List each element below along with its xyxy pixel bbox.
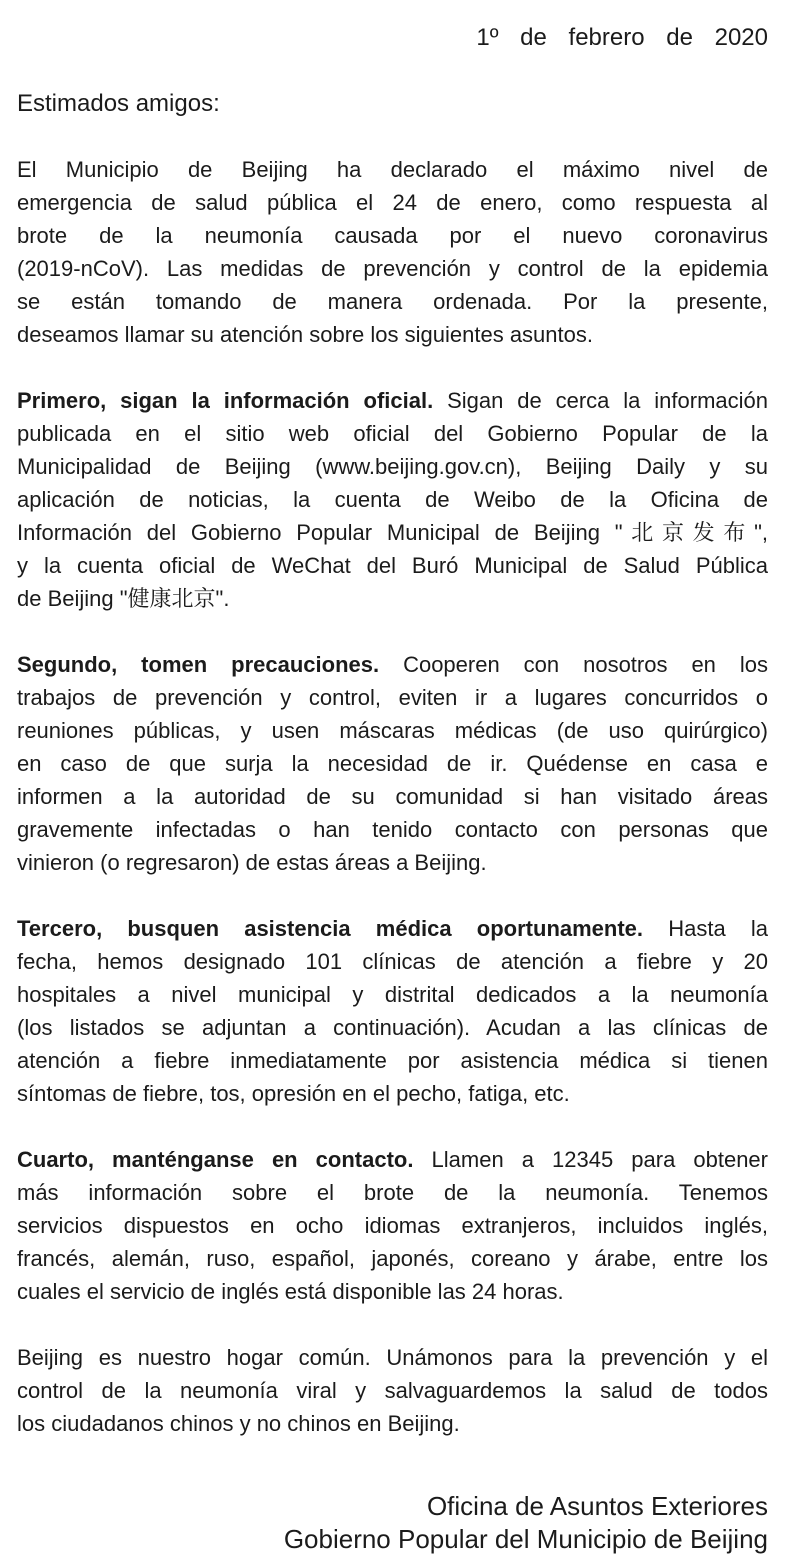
letter-date: 1º de febrero de 2020 bbox=[476, 24, 768, 51]
paragraph-3-line-1: Segundo, tomen precauciones. Cooperen con nosotros en los bbox=[17, 652, 769, 677]
paragraph-2-line-4: aplicación de noticias, la cuenta de Weibo de la Oficina de bbox=[17, 487, 768, 512]
paragraph-1-line-4: (2019-nCoV). Las medidas de prevención y control de la epidemia bbox=[17, 256, 768, 281]
paragraph-5-line-3: servicios dispuestos en ocho idiomas extranjeros, incluidos inglés, bbox=[17, 1213, 768, 1238]
paragraph-2 bbox=[17, 384, 768, 615]
paragraph-4-line-5: atención a fiebre inmediatamente por asistencia médica si tienen bbox=[17, 1048, 768, 1073]
paragraph-3-line-2: trabajos de prevención y control, eviten ir a lugares concurridos o bbox=[17, 685, 768, 710]
paragraph-3 bbox=[17, 648, 768, 879]
paragraph-4-line-6: síntomas de fiebre, tos, opresión en el pecho, fatiga, etc. bbox=[17, 1081, 570, 1106]
paragraph-2-line-6: y la cuenta oficial de WeChat del Buró Municipal de Salud Pública bbox=[17, 553, 768, 578]
paragraph-4-line-2: fecha, hemos designado 101 clínicas de atención a fiebre y 20 bbox=[17, 949, 768, 974]
paragraph-5-line-2: más información sobre el brote de la neumonía. Tenemos bbox=[17, 1180, 768, 1205]
paragraph-2-line-2: publicada en el sitio web oficial del Gobierno Popular de la bbox=[17, 421, 768, 446]
paragraph-5-line-5: cuales el servicio de inglés está disponible las 24 horas. bbox=[17, 1279, 564, 1304]
letter-body bbox=[17, 153, 768, 1440]
letter-salutation: Estimados amigos: bbox=[17, 90, 220, 117]
signature-office: Oficina de Asuntos Exteriores bbox=[426, 1491, 768, 1521]
paragraph-1-line-1: El Municipio de Beijing ha declarado el máximo nivel de bbox=[17, 157, 768, 182]
paragraph-2-line-5: Información del Gobierno Popular Municipal de Beijing "北京发布", bbox=[17, 520, 768, 545]
paragraph-1-line-3: brote de la neumonía causada por el nuevo coronavirus bbox=[17, 223, 768, 248]
paragraph-4-line-3: hospitales a nivel municipal y distrital dedicados a la neumonía bbox=[17, 982, 768, 1007]
paragraph-1-line-5: se están tomando de manera ordenada. Por la presente, bbox=[17, 289, 768, 314]
paragraph-5 bbox=[17, 1143, 768, 1308]
paragraph-1-line-2: emergencia de salud pública el 24 de enero, como respuesta al bbox=[17, 190, 768, 215]
paragraph-4-line-1: Tercero, busquen asistencia médica oportunamente. Hasta la bbox=[17, 916, 768, 941]
paragraph-3-line-5: informen a la autoridad de su comunidad si han visitado áreas bbox=[17, 784, 768, 809]
paragraph-6-line-3: los ciudadanos chinos y no chinos en Beijing. bbox=[17, 1411, 460, 1436]
paragraph-5-line-1: Cuarto, manténganse en contacto. Llamen a 12345 para obtener bbox=[17, 1147, 768, 1172]
paragraph-2-line-3: Municipalidad de Beijing (www.beijing.gov.cn), Beijing Daily y su bbox=[17, 454, 768, 479]
paragraph-4 bbox=[17, 912, 768, 1110]
paragraph-6 bbox=[17, 1341, 768, 1440]
paragraph-3-line-3: reuniones públicas, y usen máscaras médicas (de uso quirúrgico) bbox=[17, 718, 768, 743]
paragraph-3-line-7: vinieron (o regresaron) de estas áreas a Beijing. bbox=[17, 850, 487, 875]
paragraph-2-line-1: Primero, sigan la información oficial. Sigan de cerca la información bbox=[17, 388, 768, 413]
paragraph-4-line-4: (los listados se adjuntan a continuación). Acudan a las clínicas de bbox=[17, 1015, 768, 1040]
paragraph-5-lead: Cuarto, manténganse en contacto. bbox=[17, 1147, 414, 1172]
paragraph-1-line-6: deseamos llamar su atención sobre los siguientes asuntos. bbox=[17, 322, 593, 347]
paragraph-6-line-2: control de la neumonía viral y salvaguardemos la salud de todos bbox=[17, 1378, 768, 1403]
paragraph-3-line-4: en caso de que surja la necesidad de ir. Quédense en casa e bbox=[17, 751, 768, 776]
paragraph-5-line-4: francés, alemán, ruso, español, japonés, coreano y árabe, entre los bbox=[17, 1246, 768, 1271]
paragraph-4-lead: Tercero, busquen asistencia médica oportunamente. bbox=[17, 916, 644, 941]
paragraph-6-line-1: Beijing es nuestro hogar común. Unámonos para la prevención y el bbox=[17, 1345, 768, 1370]
paragraph-3-line-6: gravemente infectadas o han tenido contacto con personas que bbox=[17, 817, 768, 842]
paragraph-1 bbox=[17, 153, 768, 351]
paragraph-3-lead: Segundo, tomen precauciones. bbox=[17, 652, 380, 677]
signature-government: Gobierno Popular del Municipio de Beijing bbox=[283, 1524, 768, 1554]
letter-signature-block bbox=[17, 1490, 768, 1556]
paragraph-2-line-7: de Beijing "健康北京". bbox=[17, 586, 230, 611]
paragraph-2-lead: Primero, sigan la información oficial. bbox=[17, 388, 434, 413]
